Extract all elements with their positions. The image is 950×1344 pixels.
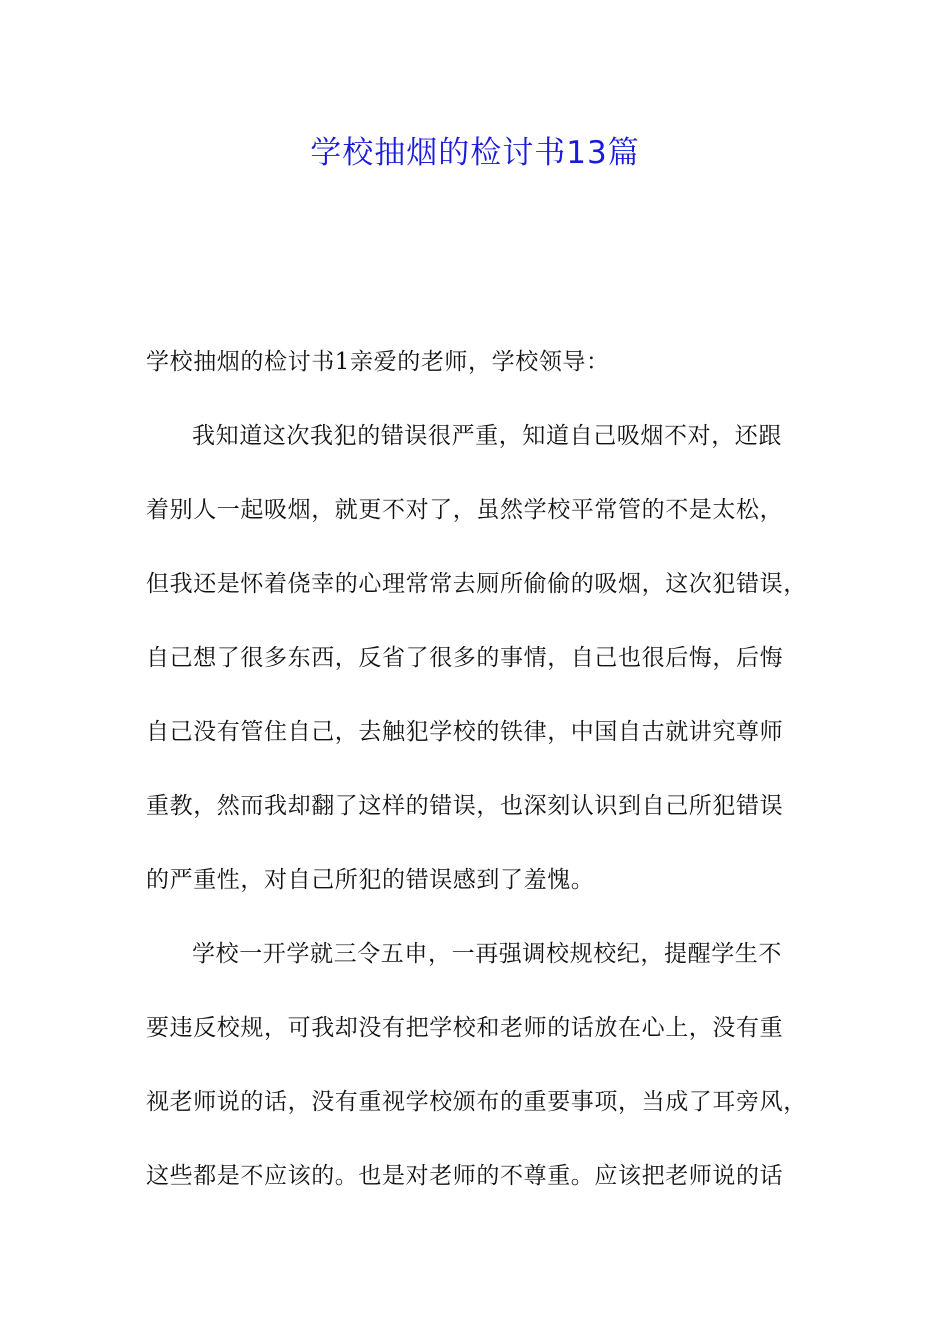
text-line: 视老师说的话，没有重视学校颁布的重要事项，当成了耳旁风， — [146, 1089, 807, 1115]
text-line: 的严重性，对自己所犯的错误感到了羞愧。 — [146, 867, 595, 893]
text-line-greeting: 学校抽烟的检讨书1亲爱的老师，学校领导： — [146, 349, 610, 375]
text-line: 要违反校规，可我却没有把学校和老师的话放在心上，没有重 — [146, 1015, 784, 1041]
text-line: 着别人一起吸烟，就更不对了，虽然学校平常管的不是太松， — [146, 497, 784, 523]
text-line: 重教，然而我却翻了这样的错误，也深刻认识到自己所犯错误 — [146, 793, 784, 819]
text-line: 但我还是怀着侥幸的心理常常去厕所偷偷的吸烟，这次犯错误， — [146, 571, 807, 597]
text-line: 学校一开学就三令五申，一再强调校规校纪，提醒学生不 — [192, 941, 782, 967]
text-line: 自己没有管住自己，去触犯学校的铁律，中国自古就讲究尊师 — [146, 719, 784, 745]
text-line: 自己想了很多东西，反省了很多的事情，自己也很后悔，后悔 — [146, 645, 784, 671]
document-title: 学校抽烟的检讨书13篇 — [310, 135, 640, 171]
text-line: 我知道这次我犯的错误很严重，知道自己吸烟不对，还跟 — [192, 423, 782, 449]
text-line: 这些都是不应该的。也是对老师的不尊重。应该把老师说的话 — [146, 1163, 784, 1189]
